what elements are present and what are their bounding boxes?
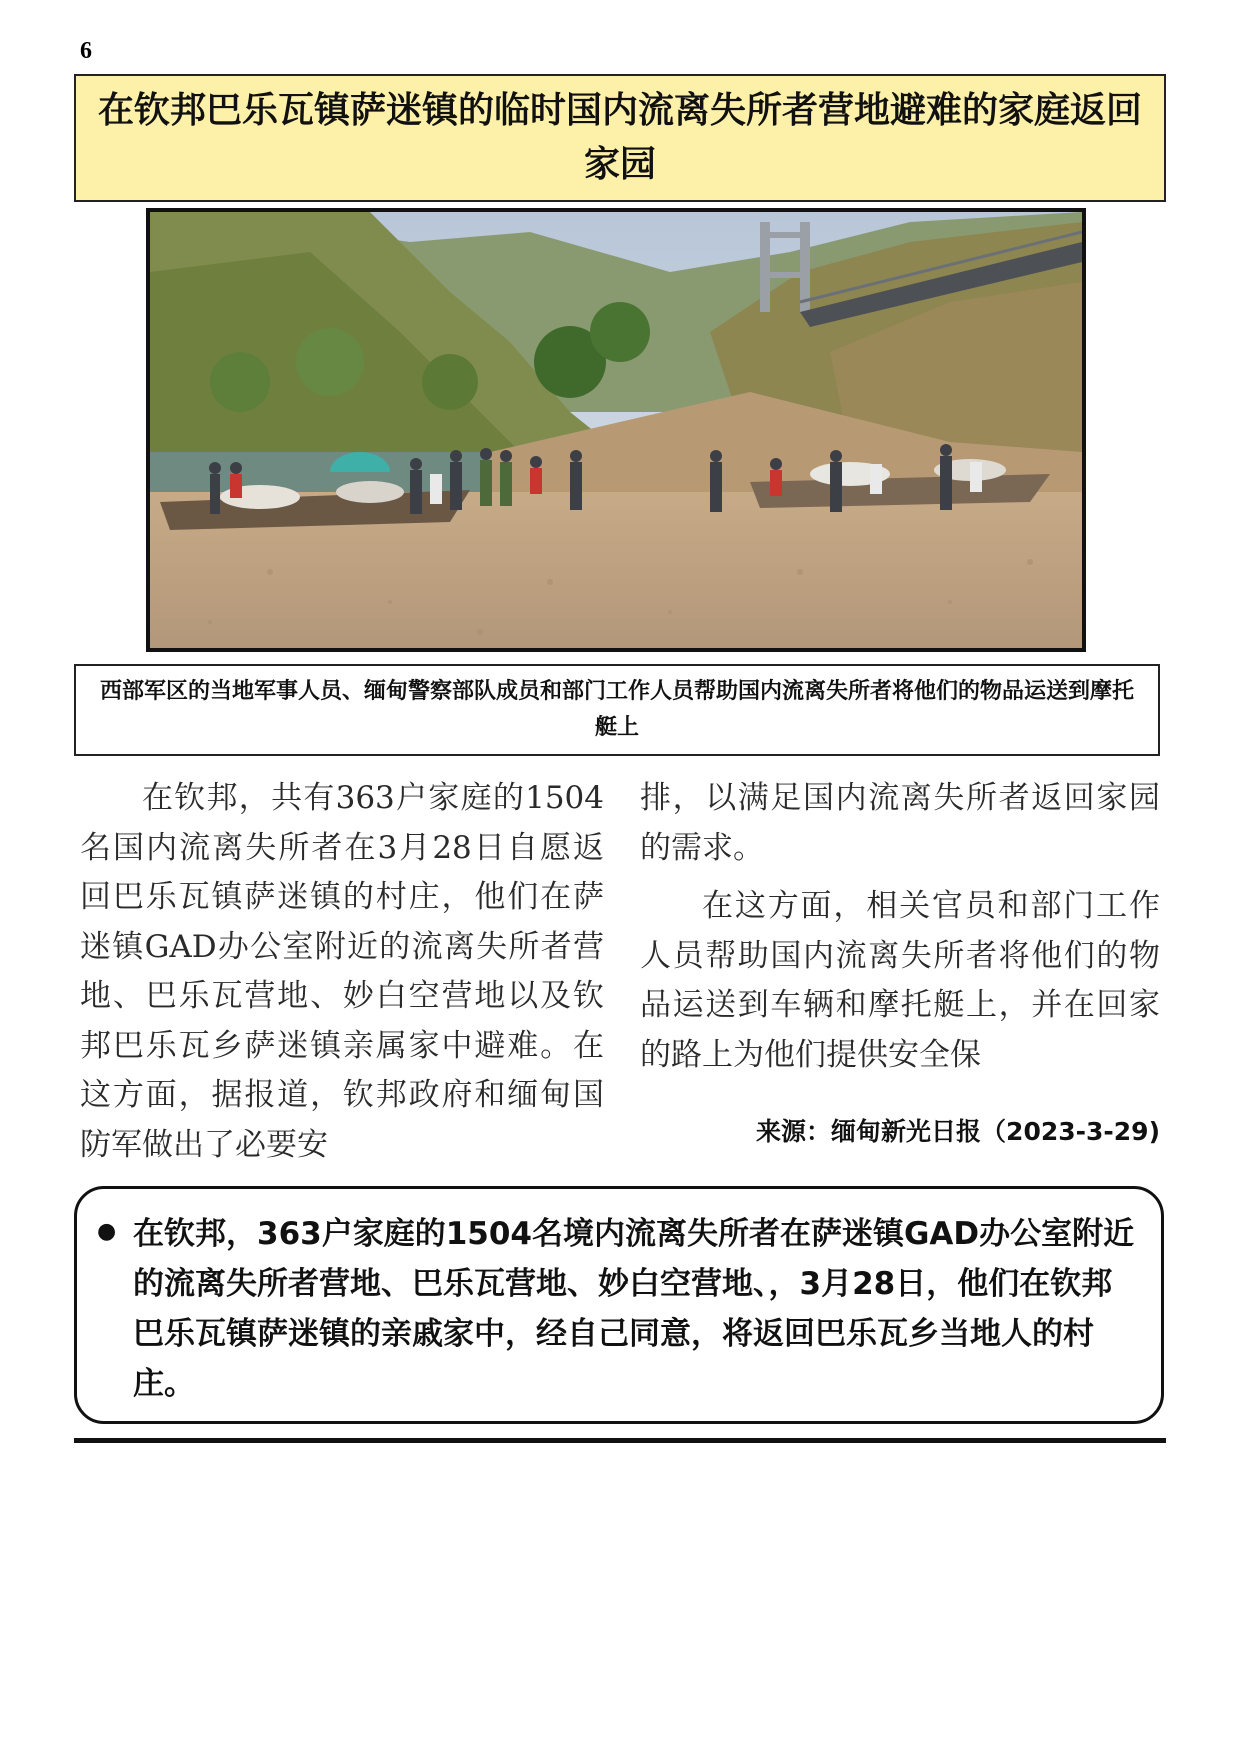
article-body-right [640, 774, 1160, 1080]
article-body-left: 在钦邦，共有363户家庭的1504名国内流离失所者在3月28日自愿返回巴乐瓦镇萨迷镇的村庄，他们在萨迷镇GAD办公室附近的流离失所者营地、巴乐瓦营地、妙白空营地以及钦邦巴乐瓦乡萨迷镇亲属家中避难。在这方面，据报道，钦邦政府和缅甸国防军做出了必要安 [80, 780, 604, 1163]
bottom-divider [74, 1438, 1166, 1443]
bullet-dot-icon: ● [97, 1219, 117, 1244]
article-body-right-paragraph-1: 排，以满足国内流离失所者返回家园的需求。 [640, 780, 1160, 866]
headline-box [74, 74, 1166, 202]
photo-caption-box [74, 664, 1160, 756]
article-source: 来源：缅甸新光日报（2023-3-29) [756, 1117, 1160, 1146]
summary-text: 在钦邦，363户家庭的1504名境内流离失所者在萨迷镇GAD办公室附近的流离失所者营地、巴乐瓦营地、妙白空营地、，3月28日，他们在钦邦巴乐瓦镇萨迷镇的亲戚家中，经自己同意，将返回巴乐瓦乡当地人的村庄。 [133, 1216, 1135, 1402]
news-photo [146, 208, 1086, 652]
headline: 在钦邦巴乐瓦镇萨迷镇的临时国内流离失所者营地避难的家庭返回家园 [97, 90, 1142, 185]
summary-box [74, 1186, 1164, 1424]
page-number: 6 [80, 38, 92, 64]
riverbank-scene-illustration [150, 212, 1082, 648]
photo-caption: 西部军区的当地军事人员、缅甸警察部队成员和部门工作人员帮助国内流离失所者将他们的物品运送到摩托艇上 [99, 679, 1134, 740]
article-body-right-paragraph-2: 在这方面，相关官员和部门工作人员帮助国内流离失所者将他们的物品运送到车辆和摩托艇上，并在回家的路上为他们提供安全保 [640, 888, 1160, 1073]
